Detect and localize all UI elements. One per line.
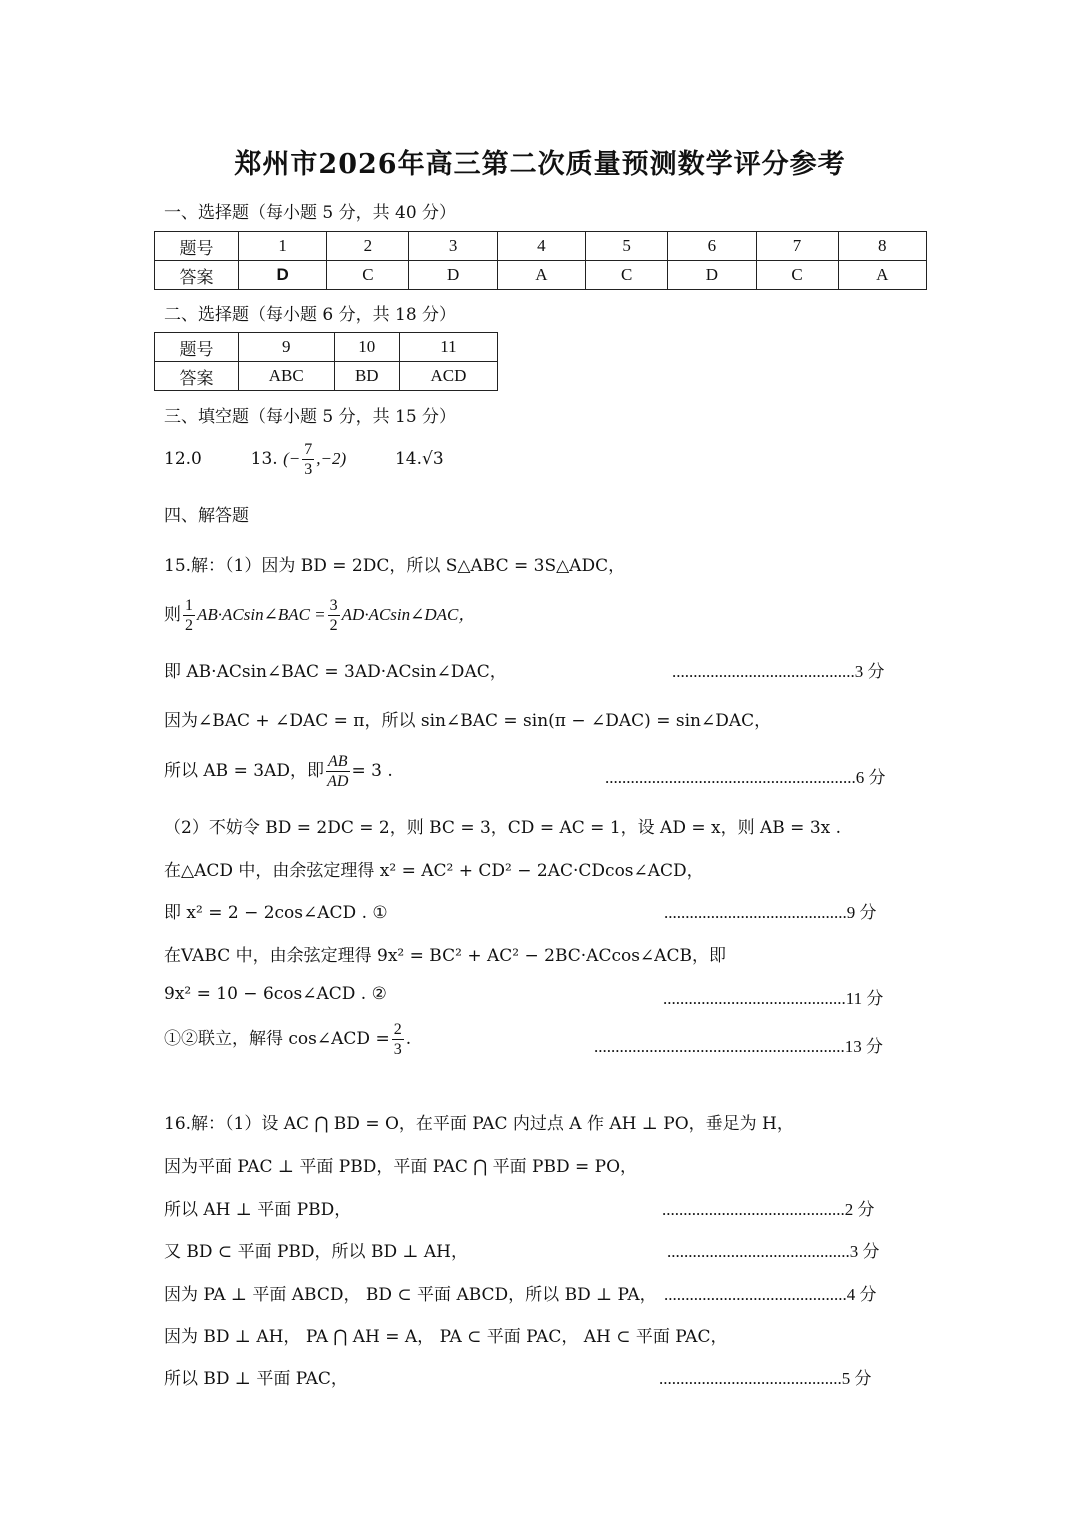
answer-12: 12.0 [164,449,202,469]
score-mark: ...........................................3 分 [667,1242,880,1261]
q16-line-1: 16.解：（1）设 AC ⋂ BD = O，在平面 PAC 内过点 A 作 AH ⊥ PO，垂足为 H， [164,1114,794,1134]
answer-13-prefix: 13. [250,449,278,469]
answer-cell: D [239,261,327,290]
fraction-ab-ad [326,752,350,791]
section2-heading: 二、选择题（每小题 6 分，共 18 分） [164,305,457,325]
q16-line-3: 所以 AH ⊥ 平面 PBD， [164,1200,352,1220]
fraction-numerator: 2 [393,1021,402,1038]
question-number: 1 [239,232,327,261]
table-row-questions [155,333,498,362]
question-number: 7 [756,232,838,261]
answer-cell: C [756,261,838,290]
score-mark: ...........................................................6 分 [605,768,886,787]
answer-cell: A [497,261,585,290]
q16-line-2: 因为平面 PAC ⊥ 平面 PBD，平面 PAC ⋂ 平面 PBD = PO， [164,1157,638,1177]
q15-line-11-pre: ①②联立，解得 cos∠ACD = [164,1029,390,1049]
q15-line-5 [164,752,393,791]
q15-line-2-pre: 则 [164,605,181,625]
question-number: 6 [668,232,756,261]
q15-line-2 [164,596,475,635]
fraction-denominator: 2 [185,617,193,634]
answer-13-open: (− [283,449,301,468]
score-mark: ...........................................................13 分 [594,1037,883,1056]
q15-line-3: 即 AB·ACsin∠BAC = 3AD·ACsin∠DAC， [164,662,507,682]
table-row-answers [155,261,927,290]
question-number: 5 [586,232,668,261]
table-row-questions [155,232,927,261]
fraction-denominator: AD [327,773,349,790]
answer-cell: D [409,261,497,290]
q15-line-2-end: AD·ACsin∠DAC， [341,605,476,624]
score-mark: ...........................................4 分 [664,1285,877,1304]
q15-line-7: 在△ACD 中，由余弦定理得 x² = AC² + CD² − 2AC·CDcos∠ACD， [164,861,704,881]
section2-table [154,332,498,391]
row-label-question: 题号 [155,232,239,261]
answer-cell: ACD [399,362,497,391]
row-label-answer: 答案 [155,362,239,391]
fraction-half [183,596,195,635]
score-mark: ...........................................11 分 [663,989,884,1008]
q15-line-11 [164,1020,411,1059]
fraction-two-thirds [392,1020,404,1059]
score-mark: ...........................................5 分 [659,1369,872,1388]
fraction-numerator: 3 [329,597,338,614]
question-number: 8 [838,232,926,261]
q15-line-11-end: . [405,1029,412,1049]
score-mark: ...........................................2 分 [662,1200,875,1219]
question-number: 4 [497,232,585,261]
q16-line-4: 又 BD ⊂ 平面 PBD，所以 BD ⊥ AH， [164,1242,468,1262]
answer-cell: D [668,261,756,290]
page-title: 郑州市2026年高三第二次质量预测数学评分参考 [234,149,846,180]
answer-cell: BD [334,362,399,391]
q15-line-4: 因为∠BAC + ∠DAC = π，所以 sin∠BAC = sin(π − ∠DAC) = sin∠DAC， [164,711,772,731]
answer-cell: C [327,261,409,290]
fraction-denominator: 3 [393,1041,402,1058]
q15-line-5-end: = 3 . [351,761,393,781]
section1-table [154,231,927,290]
fraction-numerator: AB [327,753,348,770]
question-number: 2 [327,232,409,261]
fraction-denominator: 2 [329,617,338,634]
answer-cell: C [586,261,668,290]
q15-line-1: 15.解：（1）因为 BD = 2DC，所以 S△ABC = 3S△ADC， [164,556,626,576]
q15-line-8: 即 x² = 2 − 2cos∠ACD . ① [164,903,388,923]
row-label-answer: 答案 [155,261,239,290]
fraction-numerator: 1 [185,597,193,614]
question-number: 10 [334,333,399,362]
section1-heading: 一、选择题（每小题 5 分，共 40 分） [164,203,457,223]
question-number: 9 [239,333,335,362]
q16-line-7: 所以 BD ⊥ 平面 PAC， [164,1369,348,1389]
q15-line-6: （2）不妨令 BD = 2DC = 2，则 BC = 3，CD = AC = 1，设 AD = x，则 AB = 3x . [164,818,842,838]
q16-line-6: 因为 BD ⊥ AH， PA ⋂ AH = A， PA ⊂ 平面 PAC， AH ⊂ 平面 PAC， [164,1327,728,1347]
answer-13-close: ,−2) [316,449,347,468]
section3-heading: 三、填空题（每小题 5 分，共 15 分） [164,407,457,427]
q15-line-9: 在VABC 中，由余弦定理得 9x² = BC² + AC² − 2BC·ACcos∠ACB，即 [164,946,726,966]
score-mark: ...........................................9 分 [664,903,877,922]
fraction-three-halves [328,596,340,635]
q16-line-5: 因为 PA ⊥ 平面 ABCD， BD ⊂ 平面 ABCD，所以 BD ⊥ PA， [164,1285,657,1305]
question-number: 3 [409,232,497,261]
fraction-numerator: 7 [304,441,313,458]
row-label-question: 题号 [155,333,239,362]
q15-line-5-pre: 所以 AB = 3AD，即 [164,761,324,781]
question-number: 11 [399,333,497,362]
answer-cell: ABC [239,362,335,391]
score-mark: ...........................................3 分 [672,662,885,681]
fill-in-answers [164,440,444,479]
q15-line-2-mid: AB·ACsin∠BAC = [197,605,326,624]
answer-13-fraction [302,440,314,479]
answer-14: 14.√3 [394,449,444,469]
answer-cell: A [838,261,926,290]
q15-line-10: 9x² = 10 − 6cos∠ACD . ② [164,984,387,1004]
fraction-denominator: 3 [304,461,313,478]
section4-heading: 四、解答题 [164,506,249,526]
table-row-answers [155,362,498,391]
